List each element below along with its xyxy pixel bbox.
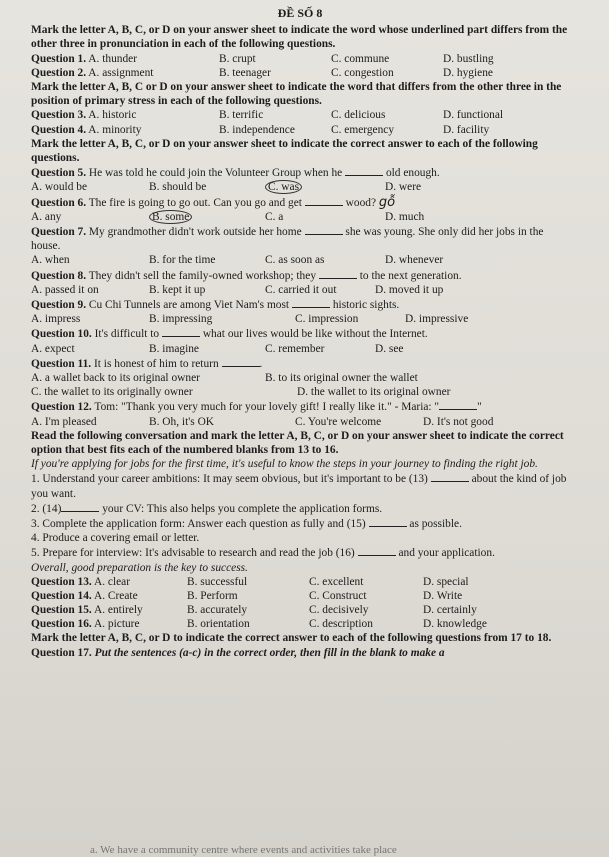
q11-blank[interactable] — [222, 356, 260, 367]
q5-text-2: old enough. — [385, 167, 440, 180]
cut-off-sentence: a. We have a community centre where events and activities take place — [90, 843, 397, 856]
question-6-options — [31, 210, 569, 224]
q1-label: Question 1. — [31, 52, 87, 65]
q5-option-d[interactable]: D. were — [385, 181, 422, 194]
q8-option-b[interactable]: B. kept it up — [149, 283, 206, 296]
q15-option-d[interactable]: D. certainly — [423, 604, 477, 617]
q11-option-b[interactable]: B. to its original owner the wallet — [265, 371, 418, 384]
q11-option-d[interactable]: D. the wallet to its original owner — [297, 386, 451, 399]
q5-blank[interactable] — [345, 165, 383, 176]
q7-text-1: My grandmother didn't work outside her home — [88, 225, 302, 238]
q12-option-d[interactable]: D. It's not good — [423, 415, 494, 428]
q5-label: Question 5. — [31, 167, 87, 180]
q12-label: Question 12. — [31, 401, 92, 414]
question-9-options — [31, 312, 569, 326]
handwritten-note: gỗ — [378, 194, 396, 210]
q3-label: Question 3. — [31, 109, 87, 122]
blank-16[interactable] — [358, 545, 396, 556]
question-2 — [31, 66, 569, 80]
q11-label: Question 11. — [31, 357, 92, 370]
q1-option-b[interactable]: B. crupt — [219, 52, 256, 65]
q2-option-d[interactable]: D. hygiene — [443, 66, 493, 79]
q10-stem — [31, 326, 569, 341]
instruction-stress: Mark the letter A, B, C or D on your answer sheet to indicate the word that differs from the other three in the position of primary stress in each of the following questions. — [31, 80, 562, 108]
q8-text-2: to the next generation. — [359, 269, 462, 282]
q14-label: Question 14. — [31, 589, 92, 602]
q7-label: Question 7. — [31, 225, 87, 238]
instruction-ordering: Mark the letter A, B, C, or D to indicate the correct answer to each of the following questions from 17 to 18. — [31, 632, 552, 645]
blank-14[interactable] — [61, 501, 99, 512]
q2-option-a[interactable]: A. assignment — [88, 66, 154, 79]
question-11-options-row1 — [31, 371, 569, 385]
q9-stem — [31, 297, 569, 312]
q3-option-c[interactable]: C. delicious — [331, 109, 386, 122]
instruction-correct-answer: Mark the letter A, B, C, or D on your answer sheet to indicate the correct answer to each of the following questions. — [31, 137, 538, 164]
q8-option-c[interactable]: C. carried it out — [265, 283, 337, 296]
q8-option-d[interactable]: D. moved it up — [375, 283, 444, 296]
q4-option-b[interactable]: B. independence — [219, 123, 295, 136]
q6-label: Question 6. — [31, 196, 87, 209]
passage-step-3 — [31, 516, 569, 531]
passage-step-1-end: about the kind of job you want. — [31, 473, 567, 500]
question-3 — [31, 108, 569, 122]
passage-step-3-text: 3. Complete the application form: Answer each question as fully and (15) — [31, 517, 366, 530]
passage-step-5 — [31, 545, 569, 560]
q12-option-a[interactable]: A. I'm pleased — [31, 415, 97, 428]
q6-blank[interactable] — [305, 195, 343, 206]
passage-step-1-text: 1. Understand your career ambitions: It may seem obvious, but it's important to be (13) — [31, 473, 428, 486]
q13-option-b[interactable]: B. successful — [187, 575, 248, 588]
question-4 — [31, 123, 569, 137]
question-15 — [31, 603, 569, 617]
q11-stem — [31, 356, 569, 371]
q3-option-d[interactable]: D. functional — [443, 109, 504, 122]
q12-option-c[interactable]: C. You're welcome — [295, 415, 382, 428]
q10-text-1: It's difficult to — [94, 328, 160, 341]
q13-option-a[interactable]: A. clear — [93, 575, 131, 588]
q11-text-2: . — [259, 357, 263, 370]
q4-option-d[interactable]: D. facility — [443, 123, 490, 136]
q9-option-d[interactable]: D. impressive — [405, 313, 469, 326]
question-5-options — [31, 180, 569, 194]
question-16 — [31, 617, 569, 631]
q10-option-c[interactable]: C. remember — [265, 342, 325, 355]
passage-closing: Overall, good preparation is the key to success. — [31, 561, 248, 574]
passage-step-2-num: 2. (14) — [31, 502, 62, 515]
question-14 — [31, 589, 569, 603]
q16-option-d[interactable]: D. knowledge — [423, 618, 487, 631]
q5-text-1: He was told he could join the Volunteer Group when he — [88, 167, 343, 180]
passage-step-5-text: 5. Prepare for interview: It's advisable to research and read the job (16) — [31, 547, 355, 560]
blank-13[interactable] — [431, 471, 469, 482]
passage-step-3-end: as possible. — [409, 517, 462, 530]
q7-option-b[interactable]: B. for the time — [149, 254, 216, 267]
q8-blank[interactable] — [319, 268, 357, 279]
exam-title: ĐỀ SỐ 8 — [277, 6, 323, 20]
q12-option-b[interactable]: B. Oh, it's OK — [149, 415, 215, 428]
q17-stem — [31, 646, 569, 660]
q10-option-a[interactable]: A. expect — [31, 342, 75, 355]
q6-option-a[interactable]: A. any — [31, 210, 62, 223]
q13-option-c[interactable]: C. excellent — [309, 575, 364, 588]
passage-step-4: 4. Produce a covering email or letter. — [31, 532, 200, 545]
q17-text: Put the sentences (a-c) in the correct order, then fill in the blank to make a — [94, 646, 445, 659]
q9-text-1: Cu Chi Tunnels are among Viet Nam's most — [88, 298, 290, 311]
q8-option-a[interactable]: A. passed it on — [31, 283, 99, 296]
q15-option-b[interactable]: B. accurately — [187, 604, 248, 617]
q9-option-c[interactable]: C. impression — [295, 313, 359, 326]
q5-option-b[interactable]: B. should be — [149, 181, 207, 194]
q16-option-a[interactable]: A. picture — [93, 618, 140, 631]
q13-option-d[interactable]: D. special — [423, 575, 469, 588]
q8-stem — [31, 268, 569, 283]
q13-label: Question 13. — [31, 575, 92, 588]
q1-option-a[interactable]: A. thunder — [88, 52, 137, 65]
q14-option-c[interactable]: C. Construct — [309, 589, 367, 602]
q7-text-2: she was young. She only did her jobs in the house. — [31, 225, 544, 253]
q8-text-1: They didn't sell the family-owned workshop; they — [88, 269, 317, 282]
passage-step-2-text: your CV: This also helps you complete the application forms. — [102, 502, 383, 515]
q6-text-2: wood? — [345, 196, 377, 209]
question-12-options — [31, 415, 569, 429]
q9-label: Question 9. — [31, 298, 87, 311]
q14-option-a[interactable]: A. Create — [93, 589, 138, 602]
q16-option-b[interactable]: B. orientation — [187, 618, 250, 631]
question-11-options-row2 — [31, 385, 569, 399]
q7-option-a[interactable]: A. when — [31, 254, 70, 267]
q11-option-c[interactable]: C. the wallet to its originally owner — [31, 386, 193, 399]
question-1 — [31, 52, 569, 66]
q14-option-b[interactable]: B. Perform — [187, 589, 238, 602]
q2-option-c[interactable]: C. congestion — [331, 66, 394, 79]
q4-option-a[interactable]: A. minority — [88, 123, 142, 136]
q7-blank[interactable] — [305, 224, 343, 235]
q14-option-d[interactable]: D. Write — [423, 589, 463, 602]
q12-stem — [31, 399, 569, 414]
q5-option-c[interactable]: C. was — [265, 180, 302, 194]
q7-stem — [31, 224, 569, 253]
question-8-options — [31, 283, 569, 297]
q10-text-2: what our lives would be like without the Internet. — [202, 328, 428, 341]
q6-option-b[interactable]: B. some — [149, 210, 192, 224]
q11-option-a[interactable]: A. a wallet back to its original owner — [31, 371, 200, 384]
q7-option-c[interactable]: C. as soon as — [265, 254, 325, 267]
q4-option-c[interactable]: C. emergency — [331, 123, 395, 136]
q11-text-1: It is honest of him to return — [94, 357, 219, 370]
q16-option-c[interactable]: C. description — [309, 618, 373, 631]
q4-label: Question 4. — [31, 123, 87, 136]
q5-stem — [31, 165, 569, 180]
question-7-options — [31, 253, 569, 267]
question-10-options — [31, 342, 569, 356]
q2-option-b[interactable]: B. teenager — [219, 66, 271, 79]
passage-step-5-end: and your application. — [398, 547, 495, 560]
q16-label: Question 16. — [31, 618, 92, 631]
q5-option-a[interactable]: A. would be — [31, 181, 87, 194]
q10-label: Question 10. — [31, 328, 92, 341]
passage-intro: If you're applying for jobs for the first time, it's useful to know the steps in your journey to finding the right job. — [31, 458, 538, 471]
q9-option-a[interactable]: A. impress — [31, 313, 81, 326]
q12-text-2: " — [477, 401, 482, 414]
q9-blank[interactable] — [292, 297, 330, 308]
instruction-pronunciation: Mark the letter A, B, C, or D on your answer sheet to indicate the word whose underlined part differs from the other three in pronunciation in each of the following questions. — [31, 24, 568, 51]
q6-stem — [31, 195, 569, 210]
passage-step-2 — [31, 501, 569, 516]
passage-step-1 — [31, 471, 569, 500]
q9-option-b[interactable]: B. impressing — [149, 313, 213, 326]
q15-option-a[interactable]: A. entirely — [93, 604, 143, 617]
q12-text-1: Tom: "Thank you very much for your lovely gift! I really like it." - Maria: " — [94, 401, 440, 414]
q6-option-c[interactable]: C. a — [265, 210, 284, 223]
q15-option-c[interactable]: C. decisively — [309, 604, 369, 617]
q17-label: Question 17. — [31, 646, 92, 659]
q1-option-d[interactable]: D. bustling — [443, 52, 494, 65]
q3-option-a[interactable]: A. historic — [88, 109, 137, 122]
q6-text-1: The fire is going to go out. Can you go and get — [88, 196, 302, 209]
q6-option-d[interactable]: D. much — [385, 210, 425, 223]
q15-label: Question 15. — [31, 604, 92, 617]
q3-option-b[interactable]: B. terrific — [219, 109, 264, 122]
q12-blank[interactable] — [439, 399, 477, 410]
q10-option-b[interactable]: B. imagine — [149, 342, 199, 355]
q2-label: Question 2. — [31, 66, 87, 79]
instruction-reading: Read the following conversation and mark the letter A, B, C, or D on your answer sheet to indicate the correct option that best fits each of the numbered blanks from 13 to 16. — [31, 429, 564, 456]
question-13 — [31, 575, 569, 589]
q9-text-2: historic sights. — [332, 298, 400, 311]
blank-15[interactable] — [369, 516, 407, 527]
q10-blank[interactable] — [162, 326, 200, 337]
q7-option-d[interactable]: D. whenever — [385, 254, 444, 267]
q10-option-d[interactable]: D. see — [375, 342, 404, 355]
q8-label: Question 8. — [31, 269, 87, 282]
q1-option-c[interactable]: C. commune — [331, 52, 390, 65]
